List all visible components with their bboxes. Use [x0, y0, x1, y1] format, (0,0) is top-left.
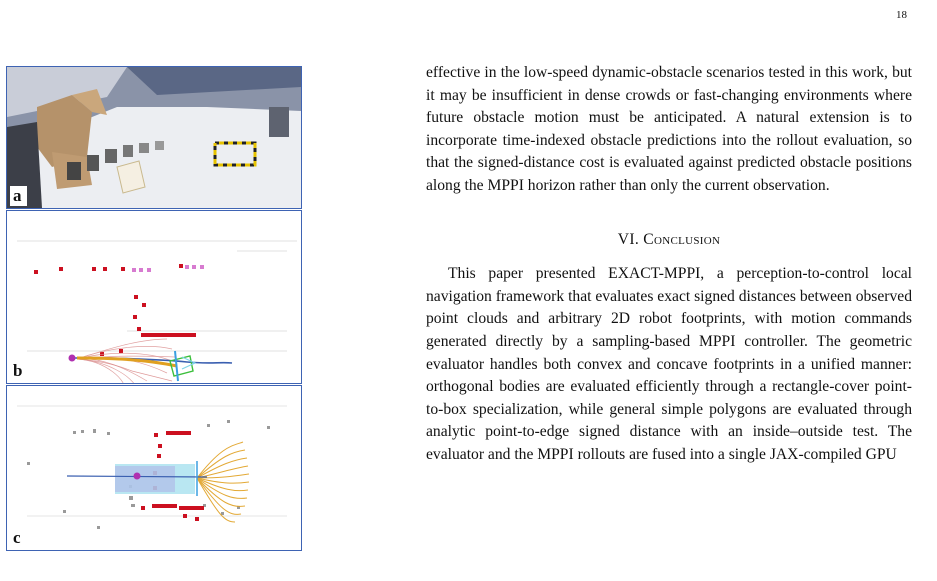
figure-panel-a [6, 66, 302, 209]
section-heading [426, 229, 912, 252]
panel-label-c: c [10, 528, 26, 548]
rollout-plot [7, 211, 301, 383]
body-text [426, 62, 912, 467]
scene-photo [7, 67, 301, 208]
figure-panel-b [6, 210, 302, 384]
panel-label-a: a [10, 186, 27, 206]
paragraph-1: effective in the low-speed dynamic-obstacle scenarios tested in this work, but it may be insufficient in dense crowds or fast-changing environments where future obstacle motion must be anticipated. A natural extension is to incorporate time-indexed obstacle predictions into the rollout evaluation, so that the signed-distance cost is evaluated against predicted obstacle positions along the MPPI horizon rather than only the current observation. [426, 64, 912, 194]
page-number: 18 [896, 9, 907, 21]
figure [6, 66, 302, 581]
figure-panel-c [6, 385, 302, 551]
section-number: VI. [617, 230, 640, 248]
paragraph-2: This paper presented EXACT-MPPI, a perception-to-control local navigation framework that evaluates exact signed distances between observed point clouds and arbitrary 2D robot footprints, with motion commands generated directly by a sampling-based MPPI controller. The geometric evaluator handles both convex and concave footprints in a unified manner: orthogonal bodies are evaluated efficiently through a rectangle-cover point-to-box specialization, while general simple polygons are evaluated through analytic point-to-edge signed distance with an inside–outside test. The evaluator and the MPPI rollouts are fused into a single JAX-compiled GPU [426, 265, 912, 463]
section-title: Conclusion [643, 230, 721, 248]
footprint-plot [7, 386, 301, 550]
panel-label-b: b [10, 361, 27, 381]
